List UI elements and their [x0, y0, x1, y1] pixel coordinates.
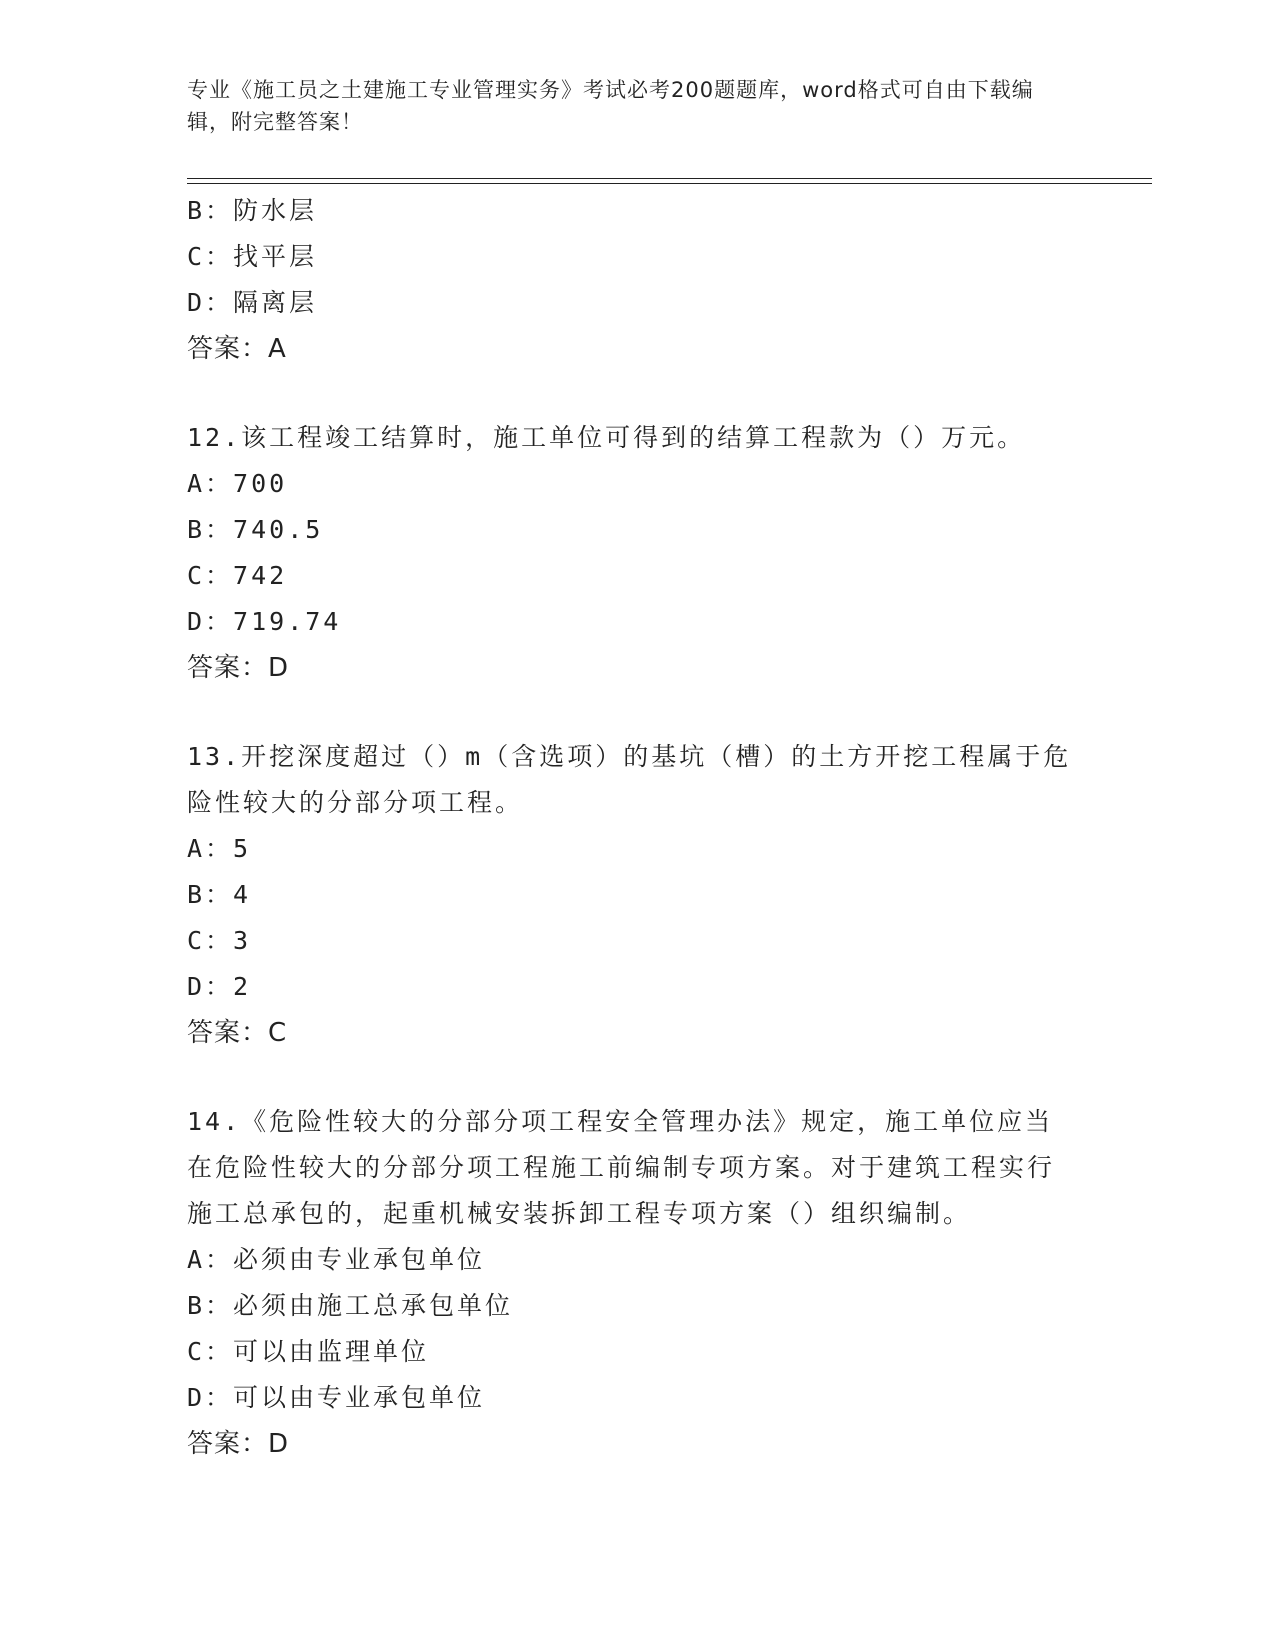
question-12 [187, 415, 1087, 691]
header-title: 专业《施工员之土建施工专业管理实务》考试必考200题题库，word格式可自由下载编辑，附完整答案！ [187, 78, 1034, 134]
option-d: D：719.74 [187, 607, 342, 636]
option-c: C：可以由监理单位 [187, 1337, 430, 1366]
question-13 [187, 734, 1087, 1056]
header-rule-top [187, 178, 1152, 179]
question-stem: 14.《危险性较大的分部分项工程安全管理办法》规定，施工单位应当在危险性较大的分部分项工程施工前编制专项方案。对于建筑工程实行施工总承包的，起重机械安装拆卸工程专项方案（）组织编制。 [187, 1107, 1056, 1228]
option-c: C：742 [187, 561, 288, 590]
header-rule-bottom [187, 183, 1152, 184]
question-14 [187, 1099, 1087, 1467]
answer-line: 答案：D [187, 1429, 290, 1459]
document-body [187, 188, 1087, 1467]
option-d: D：隔离层 [187, 288, 318, 317]
question-11-continued [187, 188, 1087, 372]
option-a: A：5 [187, 834, 252, 863]
option-a: A：必须由专业承包单位 [187, 1245, 486, 1274]
answer-line: 答案：C [187, 1018, 288, 1048]
option-d: D：2 [187, 972, 252, 1001]
option-b: B：防水层 [187, 196, 318, 225]
answer-line: 答案：A [187, 334, 287, 364]
option-b: B：4 [187, 880, 252, 909]
option-b: B：必须由施工总承包单位 [187, 1291, 514, 1320]
answer-line: 答案：D [187, 653, 290, 683]
option-a: A：700 [187, 469, 288, 498]
option-b: B：740.5 [187, 515, 324, 544]
question-stem: 13.开挖深度超过（）m（含选项）的基坑（槽）的土方开挖工程属于危险性较大的分部分项工程。 [187, 742, 1072, 817]
question-stem: 12.该工程竣工结算时，施工单位可得到的结算工程款为（）万元。 [187, 423, 1026, 452]
document-header [187, 74, 1067, 138]
option-d: D：可以由专业承包单位 [187, 1383, 486, 1412]
option-c: C：找平层 [187, 242, 318, 271]
option-c: C：3 [187, 926, 252, 955]
